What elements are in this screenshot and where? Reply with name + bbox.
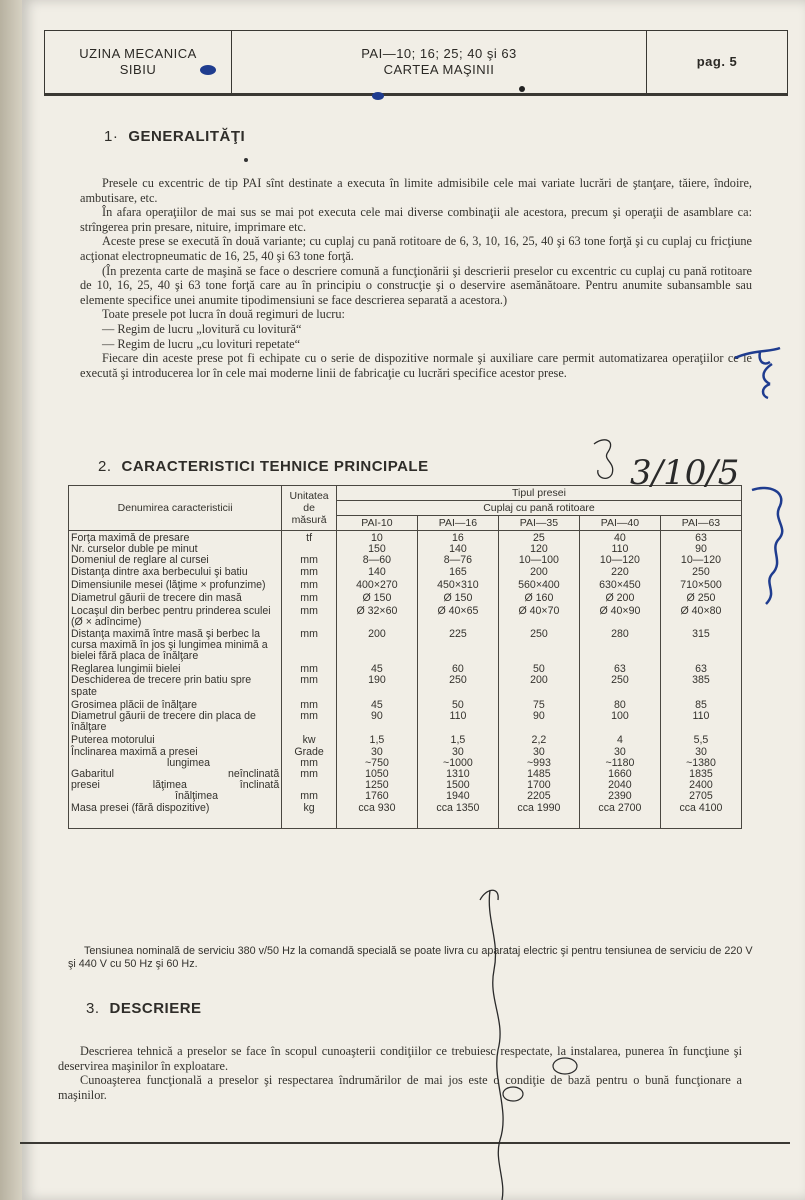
row-name: Puterea motorului — [69, 733, 282, 746]
cell-value: 90 — [498, 711, 579, 733]
table-row-gabarit-inaltime — [69, 791, 742, 802]
cell-value: 40 — [579, 531, 660, 545]
cell-value: 90 — [660, 544, 741, 555]
section1-title: GENERALITĂŢI — [128, 128, 246, 145]
col-unit-header — [282, 486, 337, 531]
row-unit: mm — [282, 791, 337, 802]
row-name: Nr. curselor duble pe minut — [69, 544, 282, 555]
cell-value: 110 — [417, 711, 498, 733]
cell-value: 1,5 — [417, 733, 498, 746]
row-name: Forţa maximă de presare — [69, 531, 282, 545]
voltage-note — [68, 945, 758, 971]
section3-number: 3. — [86, 1000, 100, 1017]
cell-value: 2,2 — [498, 733, 579, 746]
cell-value: 45 — [336, 698, 417, 711]
cell-value: ~750 — [336, 758, 417, 769]
table-row — [69, 555, 742, 566]
cell-value: 1700 — [498, 780, 579, 791]
gabarit-lungimea: lungimea — [167, 756, 210, 769]
cell-value: 250 — [660, 567, 741, 578]
cell-value: 1250 — [336, 780, 417, 791]
cell-value: 220 — [579, 567, 660, 578]
row-unit: mm — [282, 567, 337, 578]
cell-value: Ø 40×80 — [660, 604, 741, 628]
row-name: Locaşul din berbec pentru prinderea sculei (Ø × adîncime) — [69, 604, 282, 628]
row-unit: mm — [282, 758, 337, 769]
row-unit: mm — [282, 711, 337, 733]
cell-value: 2390 — [579, 791, 660, 802]
page-header — [44, 30, 788, 94]
cell-value: 63 — [579, 662, 660, 675]
model-header: PAI—35 — [498, 516, 579, 531]
gabarit-inaltimea: înălţimea — [175, 790, 218, 803]
cell-value: Ø 150 — [336, 591, 417, 604]
cell-value: 10—120 — [660, 555, 741, 566]
cell-value: cca 1350 — [417, 803, 498, 829]
gabarit-label: Gabaritul — [71, 768, 114, 781]
table-row — [69, 604, 742, 628]
row-unit: mm — [282, 769, 337, 780]
cell-value: 45 — [336, 662, 417, 675]
cell-value: 2400 — [660, 780, 741, 791]
cell-value: 140 — [336, 567, 417, 578]
cell-value: 90 — [336, 711, 417, 733]
cell-value: 140 — [417, 544, 498, 555]
cell-value: 225 — [417, 629, 498, 663]
gabarit-label-l2: presei — [71, 779, 100, 792]
cell-value: 1660 — [579, 769, 660, 780]
row-unit: mm — [282, 578, 337, 591]
paragraph: Aceste prese se execută în două variante; cu cuplaj cu pană rotitoare de 6, 3, 10, 16, 25, 40 şi 63 tone forţă şi cu cuplaj cu fricţiune acţionat electropneumatic de 16, 25, 40 şi 63 tone forţă. — [80, 234, 752, 263]
adjacent-page-edge — [0, 0, 23, 1200]
cell-value: cca 4100 — [660, 803, 741, 829]
table-row — [69, 675, 742, 697]
model-header: PAI—16 — [417, 516, 498, 531]
cell-value: cca 1990 — [498, 803, 579, 829]
table-row-gabarit-lungime — [69, 758, 742, 769]
page-number — [647, 31, 787, 93]
cell-value: ~1180 — [579, 758, 660, 769]
section3-title: DESCRIERE — [109, 1000, 202, 1017]
cell-value: 100 — [579, 711, 660, 733]
cell-value: 75 — [498, 698, 579, 711]
company-line2: SIBIU — [119, 62, 157, 77]
section3-body — [58, 1044, 742, 1102]
header-title — [232, 31, 647, 93]
cell-value: 400×270 — [336, 578, 417, 591]
cell-value: Ø 250 — [660, 591, 741, 604]
table-row — [69, 531, 742, 545]
row-name: Dimensiunile mesei (lăţime × profunzime) — [69, 578, 282, 591]
cell-value: 2040 — [579, 780, 660, 791]
row-name: Deschiderea de trecere prin batiu spre spate — [69, 675, 282, 697]
row-unit: Grade — [282, 747, 337, 758]
cell-value: 1500 — [417, 780, 498, 791]
cell-value: Ø 40×90 — [579, 604, 660, 628]
cell-value: ~1380 — [660, 758, 741, 769]
cell-value: 10 — [336, 531, 417, 545]
cell-value: 2705 — [660, 791, 741, 802]
row-name: Domeniul de reglare al cursei — [69, 555, 282, 566]
row-unit: kg — [282, 803, 337, 829]
row-name: Înclinarea maximă a presei — [69, 747, 282, 758]
cell-value: Ø 40×70 — [498, 604, 579, 628]
row-unit: mm — [282, 662, 337, 675]
cell-value: 30 — [579, 747, 660, 758]
voltage-note-text: Tensiunea nominală de serviciu 380 v/50 Hz la comandă specială se poate livra cu aparataj electric şi pentru tensiunea de serviciu de 220 V şi 440 V cu 50 Hz şi 60 Hz. — [68, 945, 753, 970]
cell-value: Ø 200 — [579, 591, 660, 604]
cell-value: 8—76 — [417, 555, 498, 566]
cell-value: cca 2700 — [579, 803, 660, 829]
gabarit-inaltimea-label — [69, 791, 282, 802]
cell-value: 200 — [498, 675, 579, 697]
col-unit-l1: Unitatea — [289, 490, 329, 502]
row-name: Distanţa dintre axa berbecului şi batiu — [69, 567, 282, 578]
cell-value: 10—120 — [579, 555, 660, 566]
cell-value: 16 — [417, 531, 498, 545]
header-rule — [44, 94, 788, 96]
section1-number: 1· — [104, 128, 119, 145]
col-unit-l2: de — [303, 502, 315, 514]
row-name: Masa presei (fără dispozitive) — [69, 803, 282, 829]
section1-body — [80, 176, 752, 380]
cell-value: 250 — [498, 629, 579, 663]
col-unit-l3: măsură — [291, 514, 327, 526]
paragraph: Presele cu excentric de tip PAI sînt destinate a executa în limite admisibile cele mai variate lucrări de ştanţare, tăiere, îndoire, ambutisare, etc. — [80, 176, 752, 205]
model-header: PAI—40 — [579, 516, 660, 531]
cell-value: 30 — [417, 747, 498, 758]
row-name: Distanţa maximă între masă şi berbec la cursa maximă în jos şi lungimea minimă a bielei fără placa de înălţare — [69, 629, 282, 663]
cell-value: 710×500 — [660, 578, 741, 591]
cell-value: 50 — [417, 698, 498, 711]
cell-value: 560×400 — [498, 578, 579, 591]
cell-value: 63 — [660, 531, 741, 545]
cell-value: 5,5 — [660, 733, 741, 746]
cell-value: 250 — [579, 675, 660, 697]
cell-value: 1,5 — [336, 733, 417, 746]
table-row — [69, 733, 742, 746]
gabarit-inclinata: înclinată — [239, 779, 280, 792]
section3-heading — [86, 1000, 202, 1017]
cell-value: Ø 32×60 — [336, 604, 417, 628]
book-title: CARTEA MAŞINII — [383, 62, 495, 77]
cell-value: 110 — [579, 544, 660, 555]
paragraph: Cunoaşterea funcţională a preselor şi respectarea îndrumărilor de mai jos este o condiţie de bază pentru o bună funcţionare a maşinilor. — [58, 1073, 742, 1102]
cell-value: 280 — [579, 629, 660, 663]
cell-value: 60 — [417, 662, 498, 675]
cell-value: 165 — [417, 567, 498, 578]
cell-value: 80 — [579, 698, 660, 711]
paragraph: În afara operaţiilor de mai sus se mai pot executa cele mai diverse combinaţii ale acestora, precum şi operaţii de asamblare ca: strîngerea prin presare, nituire, imprimare etc. — [80, 205, 752, 234]
cell-value: 4 — [579, 733, 660, 746]
paragraph: Toate presele pot lucra în două regimuri de lucru: — [102, 307, 345, 322]
row-unit: mm — [282, 604, 337, 628]
row-name: Reglarea lungimii bielei — [69, 662, 282, 675]
cell-value: 150 — [336, 544, 417, 555]
cell-value: 30 — [336, 747, 417, 758]
cell-value: 25 — [498, 531, 579, 545]
cell-value: cca 930 — [336, 803, 417, 829]
section2-heading — [98, 458, 429, 475]
header-company — [45, 31, 232, 93]
bottom-rule — [20, 1142, 790, 1144]
list-item: — Regim de lucru „cu lovituri repetate“ — [102, 336, 301, 351]
paragraph: Descrierea tehnică a preselor se face în scopul cunoaşterii condiţiilor ce trebuiesc respectate, la instalarea, punerea în funcţiune şi deservirea maşinilor în exploatare. — [58, 1044, 742, 1073]
cell-value: 190 — [336, 675, 417, 697]
cell-value: 1485 — [498, 769, 579, 780]
cell-value: 630×450 — [579, 578, 660, 591]
col-type-header: Tipul presei — [336, 486, 741, 501]
table-row — [69, 629, 742, 663]
cell-value: 110 — [660, 711, 741, 733]
cell-value: 315 — [660, 629, 741, 663]
row-name: Diametrul găurii de trecere din masă — [69, 591, 282, 604]
table-row — [69, 567, 742, 578]
table-row — [69, 711, 742, 733]
cell-value: 30 — [660, 747, 741, 758]
company-line1: UZINA MECANICA — [79, 46, 197, 61]
col-coupling-header: Cuplaj cu pană rotitoare — [336, 501, 741, 516]
table-row-masa — [69, 803, 742, 829]
cell-value: 2205 — [498, 791, 579, 802]
gabarit-neinclinata: neînclinată — [227, 768, 280, 781]
cell-value: 85 — [660, 698, 741, 711]
table-row — [69, 591, 742, 604]
cell-value: Ø 160 — [498, 591, 579, 604]
cell-value: 385 — [660, 675, 741, 697]
cell-value: 1050 — [336, 769, 417, 780]
cell-value: 1835 — [660, 769, 741, 780]
cell-value: 63 — [660, 662, 741, 675]
row-unit: mm — [282, 698, 337, 711]
row-unit: mm — [282, 591, 337, 604]
technical-characteristics-table — [68, 485, 742, 829]
models-line: PAI—10; 16; 25; 40 şi 63 — [361, 46, 517, 61]
cell-value: 120 — [498, 544, 579, 555]
cell-value: 8—60 — [336, 555, 417, 566]
cell-value: 30 — [498, 747, 579, 758]
cell-value: 200 — [498, 567, 579, 578]
section2-title: CARACTERISTICI TEHNICE PRINCIPALE — [121, 458, 429, 475]
cell-value: 10—100 — [498, 555, 579, 566]
page-number-text: pag. 5 — [696, 54, 738, 69]
paragraph: (În prezenta carte de maşină se face o descriere comună a funcţionării şi descrierii preselor cu excentric cu cuplaj cu pană rotitoare de 10, 16, 25, 40 şi 63 tone forţă care au în principiu o construcţie şi o deservire asemănătoare. Pentru anumite subansamble sau elemente specifice unei anumite tipodimensiuni se face descrierea separată a acestora.) — [80, 263, 752, 307]
row-name: Grosimea plăcii de înălţare — [69, 698, 282, 711]
row-unit: tf — [282, 531, 337, 545]
col-name-header: Denumirea caracteristicii — [69, 486, 282, 531]
cell-value: Ø 150 — [417, 591, 498, 604]
paragraph: Fiecare din aceste prese pot fi echipate cu o serie de dispozitive normale şi auxiliare care permit automatizarea operaţiilor ce le execută şi introducerea lor în cele mai moderne linii de fabricaţie cu lucrări specifice acestor prese. — [80, 351, 752, 380]
section2-number: 2. — [98, 458, 112, 475]
cell-value: 1940 — [417, 791, 498, 802]
cell-value: 1760 — [336, 791, 417, 802]
cell-value: 200 — [336, 629, 417, 663]
row-unit: mm — [282, 629, 337, 663]
table-row — [69, 578, 742, 591]
model-header: PAI—63 — [660, 516, 741, 531]
cell-value: 450×310 — [417, 578, 498, 591]
cell-value: 250 — [417, 675, 498, 697]
cell-value: 1310 — [417, 769, 498, 780]
model-header: PAI-10 — [336, 516, 417, 531]
section1-heading — [104, 128, 245, 145]
row-unit: mm — [282, 555, 337, 566]
handwritten-number: 3/10/5 — [630, 453, 740, 493]
row-name: Diametrul găurii de trecere din placa de înălţare — [69, 711, 282, 733]
cell-value: ~1000 — [417, 758, 498, 769]
row-unit: mm — [282, 675, 337, 697]
cell-value: Ø 40×65 — [417, 604, 498, 628]
gabarit-latimea: lăţimea — [152, 779, 187, 792]
cell-value: 50 — [498, 662, 579, 675]
cell-value: ~993 — [498, 758, 579, 769]
row-unit: kw — [282, 733, 337, 746]
list-item: — Regim de lucru „lovitură cu lovitură“ — [102, 321, 302, 336]
